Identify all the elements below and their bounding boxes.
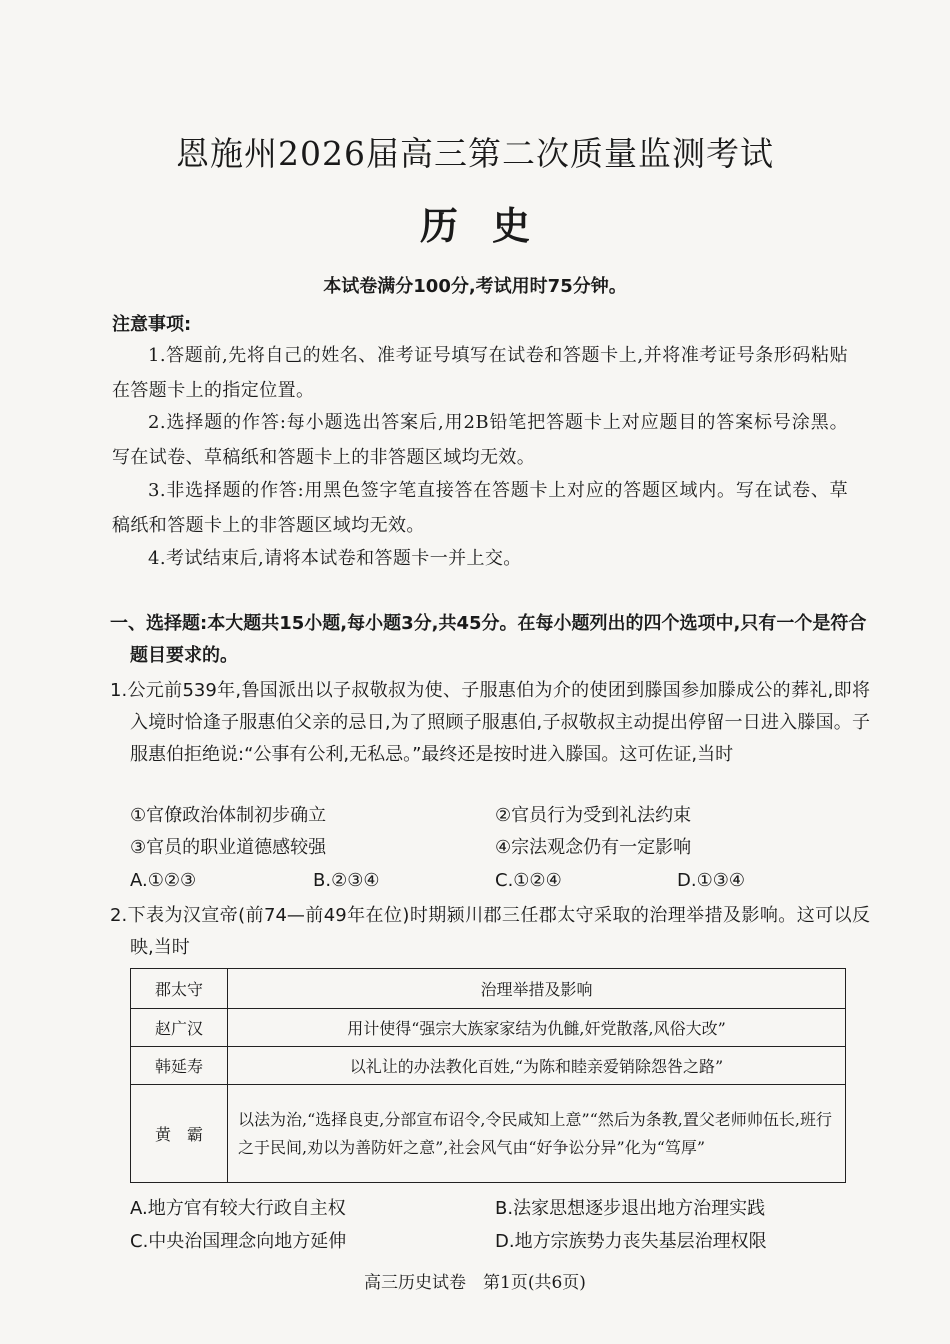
q2-option-b: B.法家思想逐步退出地方治理实践 [495,1198,766,1219]
q2-option-d: D.地方宗族势力丧失基层治理权限 [495,1231,767,1252]
q1-item-1: ①官僚政治体制初步确立 [130,805,327,826]
page-footer: 高三历史试卷 第1页(共6页) [364,1273,586,1293]
table-cell: 黄 霸 [131,1085,228,1183]
table-header: 治理举措及影响 [228,969,846,1009]
q2-option-c: C.中央治国理念向地方延伸 [130,1231,347,1252]
table-cell: 以法为治,“选择良吏,分部宣布诏令,令民咸知上意”“然后为条教,置父老师帅伍长,班行之于民间,劝以为善防奸之意”,社会风气由“好争讼分异”化为“笃厚” [228,1085,846,1183]
exam-info: 本试卷满分100分,考试用时75分钟。 [323,276,627,297]
q1-option-b: B.②③④ [313,870,380,891]
q1-option-d: D.①③④ [677,870,745,891]
table-header: 郡太守 [131,969,228,1009]
notice-item: 1.答题前,先将自己的姓名、准考证号填写在试卷和答题卡上,并将准考证号条形码粘贴在答题卡上的指定位置。 [112,345,848,401]
q2-option-a: A.地方官有较大行政自主权 [130,1198,346,1219]
exam-title: 恩施州2026届高三第二次质量监测考试 [176,134,774,173]
table-row [131,1009,846,1047]
table-cell: 用计使得“强宗大族家家结为仇雠,奸党散落,风俗大改” [228,1009,846,1047]
q1-item-4: ④宗法观念仍有一定影响 [495,837,692,858]
table-cell: 以礼让的办法教化百姓,“为陈和睦亲爱销除怨咎之路” [228,1047,846,1085]
notice-item: 3.非选择题的作答:用黑色签字笔直接答在答题卡上对应的答题区域内。写在试卷、草稿纸和答题卡上的非答题区域均无效。 [112,480,848,536]
question-1-stem: 1.公元前539年,鲁国派出以子叔敬叔为使、子服惠伯为介的使团到滕国参加滕成公的葬礼,即将入境时恰逢子服惠伯父亲的忌日,为了照顾子服惠伯,子叔敬叔主动提出停留一日进入滕国。子服惠伯拒绝说:“公事有公利,无私忌。”最终还是按时进入滕国。这可佐证,当时 [110,680,870,765]
table-cell: 韩延寿 [131,1047,228,1085]
table-cell: 赵广汉 [131,1009,228,1047]
notice-item: 4.考试结束后,请将本试卷和答题卡一并上交。 [148,548,522,569]
table-row [131,1085,846,1183]
section-heading: 一、选择题:本大题共15小题,每小题3分,共45分。在每小题列出的四个选项中,只有一个是符合题目要求的。 [110,613,867,666]
q1-option-a: A.①②③ [130,870,197,891]
q1-item-2: ②官员行为受到礼法约束 [495,805,692,826]
q1-option-c: C.①②④ [495,870,562,891]
notice-item: 2.选择题的作答:每小题选出答案后,用2B铅笔把答题卡上对应题目的答案标号涂黑。写在试卷、草稿纸和答题卡上的非答题区域均无效。 [112,412,848,468]
question-2-stem: 2.下表为汉宣帝(前74—前49年在位)时期颍川郡三任郡太守采取的治理举措及影响。这可以反映,当时 [110,905,870,958]
subject-title: 历史 [419,203,564,248]
table-header-row [131,969,846,1009]
q1-item-3: ③官员的职业道德感较强 [130,837,327,858]
governance-table [130,968,846,1183]
table-row [131,1047,846,1085]
notice-heading: 注意事项: [112,314,192,335]
